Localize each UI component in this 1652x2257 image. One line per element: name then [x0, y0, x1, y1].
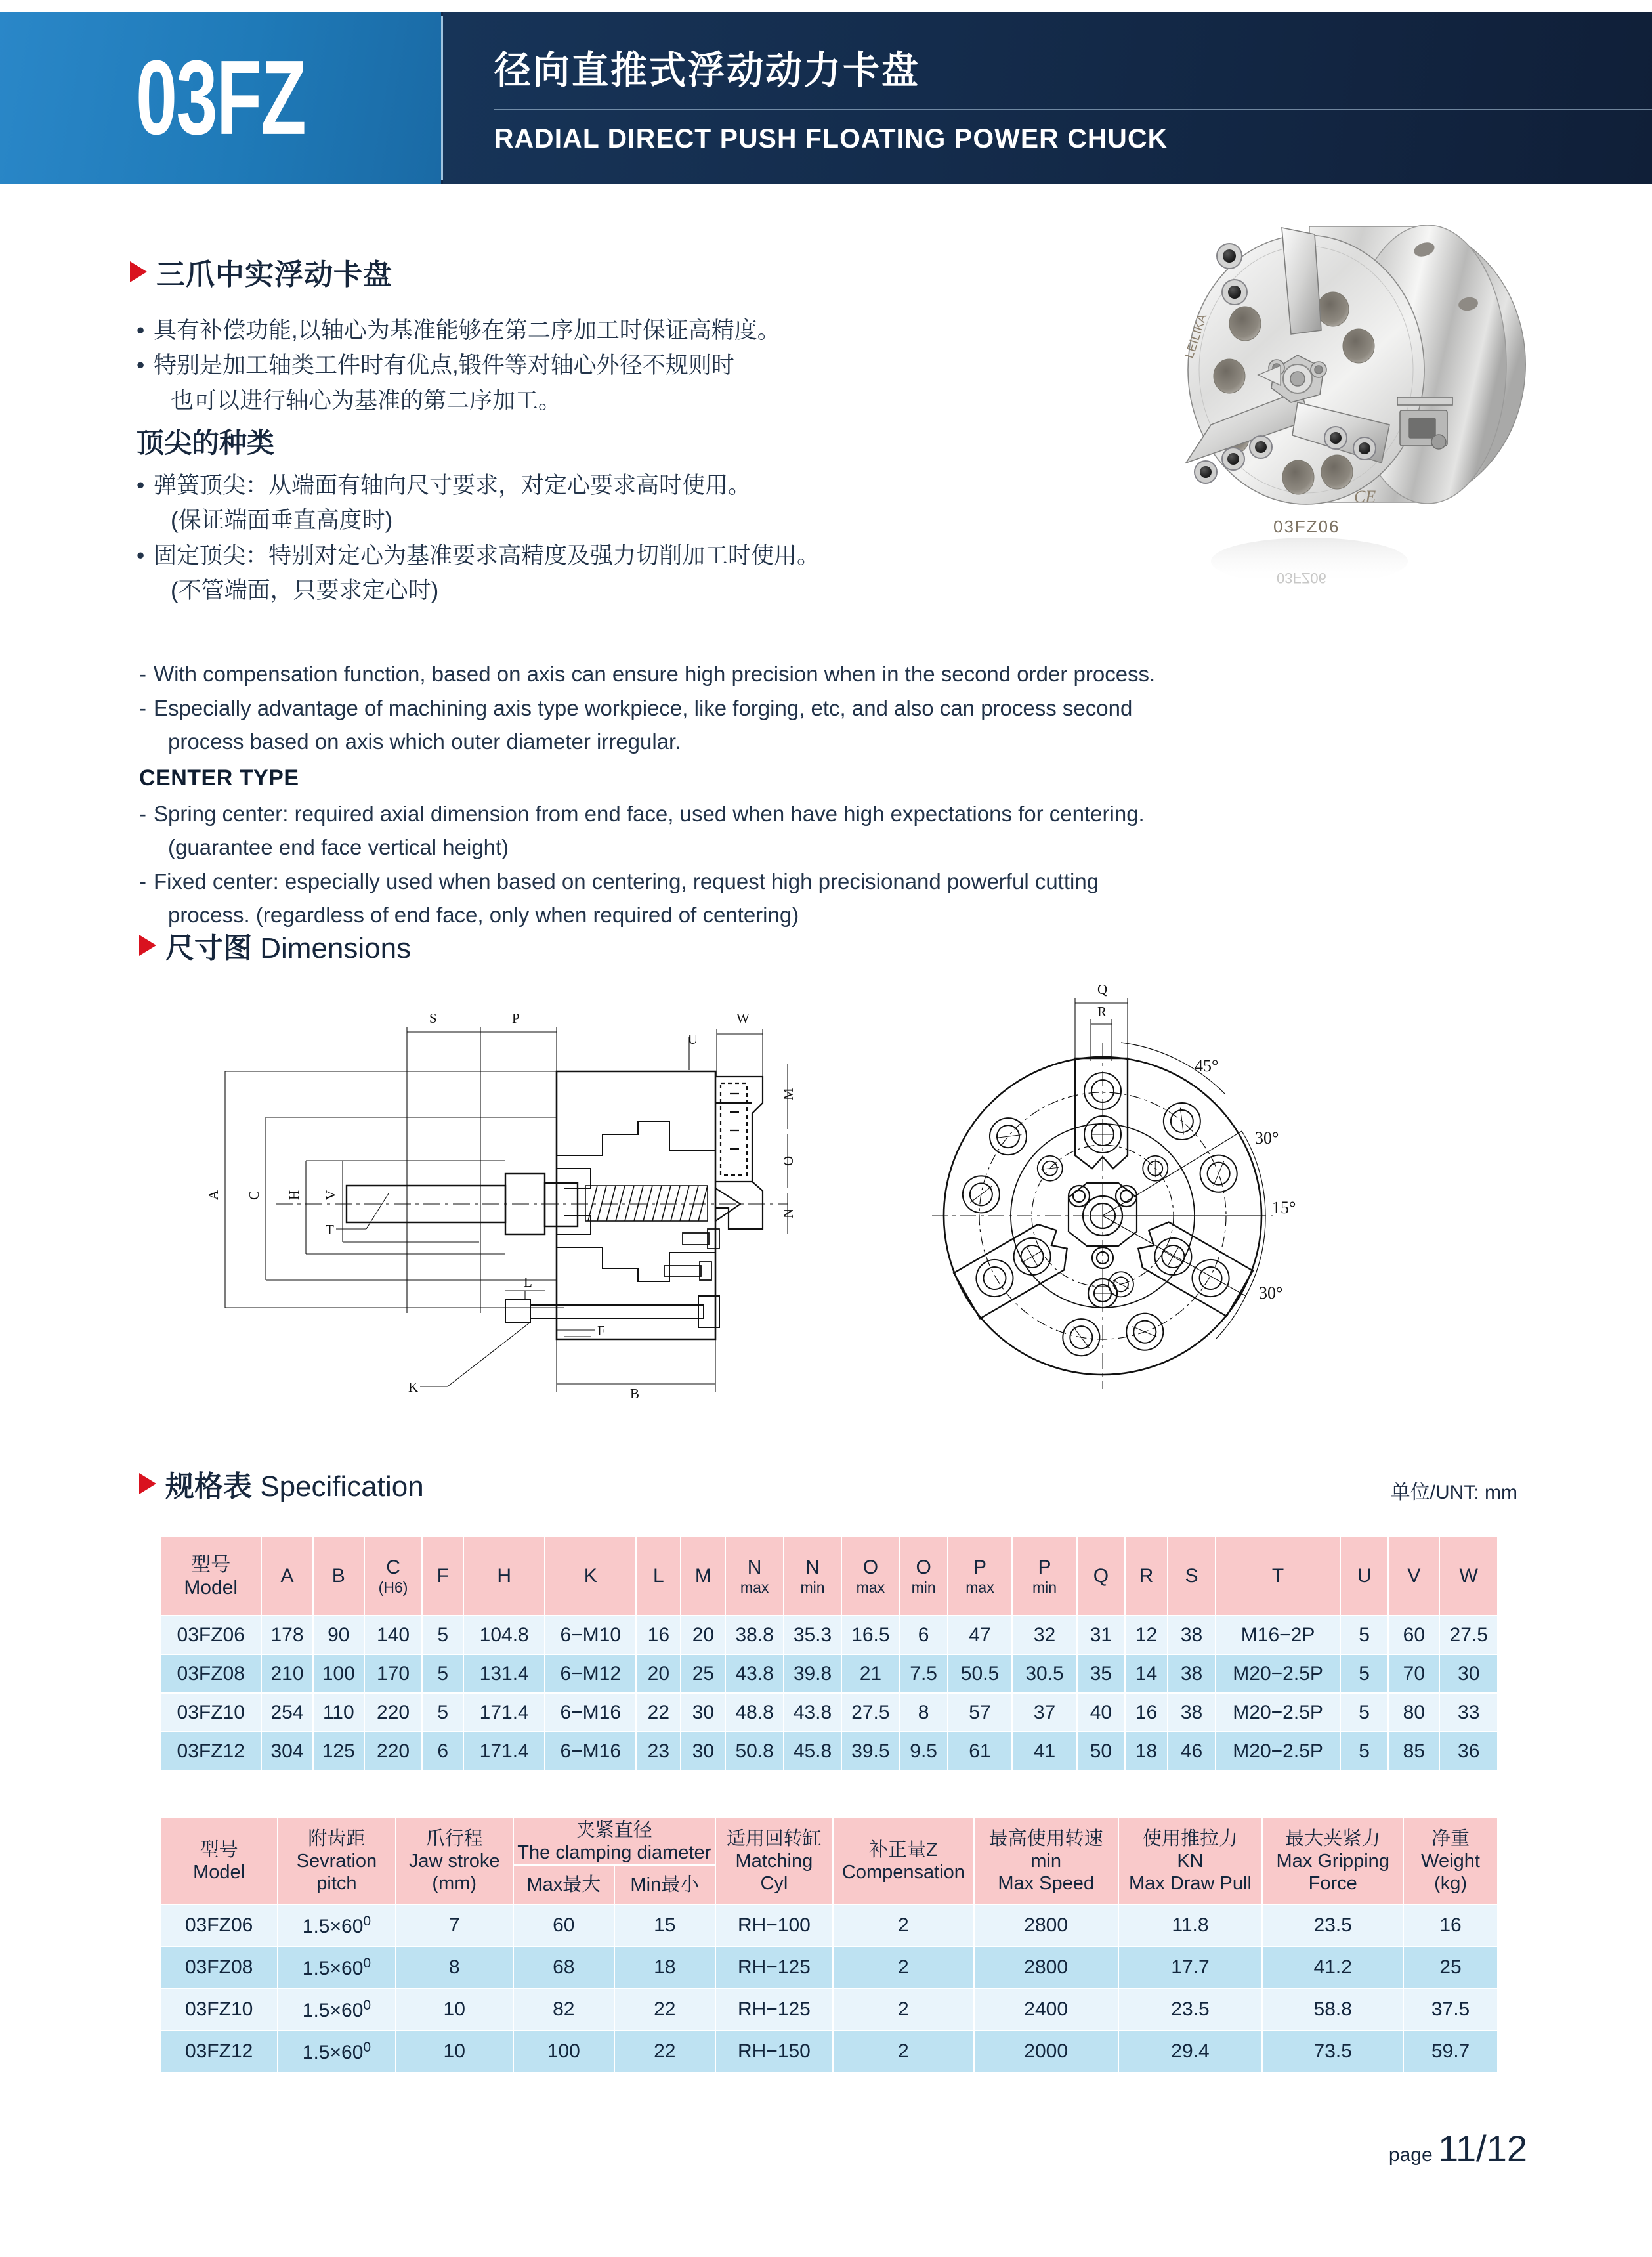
cell-value: 36: [1439, 1732, 1498, 1771]
cell-value: 30.5: [1012, 1654, 1077, 1693]
svg-text:P: P: [512, 1010, 520, 1026]
cell-value: 16: [1403, 1904, 1498, 1946]
cell-value: 7: [396, 1904, 513, 1946]
svg-text:V: V: [323, 1190, 339, 1200]
table-row: [160, 2031, 1498, 2073]
center-type-heading-en: CENTER TYPE: [139, 765, 299, 790]
svg-text:F: F: [597, 1323, 605, 1339]
cell-value: RH−100: [715, 1904, 833, 1946]
cell-serration-pitch: $1.5\times 60^0$: [278, 1904, 395, 1946]
col-header-r: R: [1125, 1537, 1168, 1616]
cell-value: 33: [1439, 1693, 1498, 1732]
banner-title-english: RADIAL DIRECT PUSH FLOATING POWER CHUCK: [494, 123, 1168, 154]
list-item: [139, 831, 1504, 864]
cell-value: 6: [422, 1732, 463, 1771]
col-header-model: [160, 1537, 261, 1616]
cell-value: RH−125: [715, 1988, 833, 2031]
cell-value: 43.8: [725, 1654, 783, 1693]
cell-value: 27.5: [1439, 1616, 1498, 1654]
cell-value: 59.7: [1403, 2031, 1498, 2073]
svg-text:L: L: [524, 1274, 532, 1290]
cell-model: 03FZ06: [160, 1616, 261, 1654]
cell-value: 41: [1012, 1732, 1077, 1771]
svg-text:B: B: [630, 1386, 640, 1402]
cell-value: 38: [1168, 1693, 1216, 1732]
col-header-model: 型号 Model: [160, 1818, 278, 1904]
model-code: 03FZ: [135, 38, 306, 157]
col-header-l: L: [636, 1537, 681, 1616]
col-header-clamping-diameter: 夹紧直径 The clamping diameter: [513, 1818, 715, 1865]
col-header-u: U: [1340, 1537, 1388, 1616]
svg-text:30°: 30°: [1259, 1283, 1283, 1302]
cell-value: 22: [636, 1693, 681, 1732]
table-header-row: [160, 1537, 1498, 1616]
svg-text:T: T: [326, 1222, 334, 1237]
cell-value: 47: [948, 1616, 1013, 1654]
page-label: page: [1388, 2144, 1433, 2166]
cell-value: 90: [313, 1616, 364, 1654]
cell-value: 21: [841, 1654, 899, 1693]
bullet-dot-icon: •: [137, 318, 145, 343]
cell-value: 5: [422, 1616, 463, 1654]
cell-value: 40: [1077, 1693, 1125, 1732]
svg-text:S: S: [429, 1010, 437, 1026]
list-item-text: (不管端面，只要求定心时): [171, 578, 439, 604]
col-header-sub: Model: [184, 1577, 238, 1599]
cell-value: 2800: [974, 1946, 1118, 1988]
list-item-text: 具有补偿功能,以轴心为基准能够在第二序加工时保证高精度。: [154, 318, 780, 343]
cell-value: 210: [261, 1654, 312, 1693]
svg-text:C: C: [246, 1190, 262, 1200]
table-header-row: [160, 1818, 1498, 1865]
list-item-text: 也可以进行轴心为基准的第二序加工。: [171, 387, 562, 414]
triangle-bullet-icon: [139, 935, 156, 956]
cell-value: 6−M16: [545, 1693, 636, 1732]
list-item: [139, 692, 1504, 725]
specification-heading-label: [165, 1463, 424, 1505]
cell-value: 50.8: [725, 1732, 783, 1771]
svg-text:O: O: [780, 1155, 796, 1166]
cell-value: 140: [364, 1616, 422, 1654]
cell-value: 5: [422, 1693, 463, 1732]
col-header-clamp-min: Min最小: [614, 1865, 715, 1904]
cell-value: 27.5: [841, 1693, 899, 1732]
cell-value: 43.8: [784, 1693, 841, 1732]
cell-value: 104.8: [463, 1616, 545, 1654]
dimensions-heading-label: [165, 924, 411, 966]
photo-model-mark: 03FZ06: [1273, 517, 1340, 536]
cell-value: 304: [261, 1732, 312, 1771]
chinese-feature-list: [137, 314, 1088, 609]
list-item-text: process. (regardless of end face, only when required of centering): [168, 903, 799, 927]
model-code-block: [0, 12, 441, 184]
intro-heading-label: 三爪中实浮动卡盘: [156, 259, 392, 291]
svg-text:45°: 45°: [1195, 1056, 1219, 1075]
col-header-m: M: [681, 1537, 725, 1616]
cell-value: 220: [364, 1732, 422, 1771]
cell-value: 5: [1340, 1693, 1388, 1732]
col-header-f: F: [422, 1537, 463, 1616]
bullet-dot-icon: •: [137, 353, 145, 379]
cell-value: 10: [396, 2031, 513, 2073]
col-header-s: S: [1168, 1537, 1216, 1616]
table-row: [160, 1732, 1498, 1771]
col-header-max-speed: 最高使用转速 min Max Speed: [974, 1818, 1118, 1904]
banner-title-chinese: 径向直推式浮动动力卡盘: [494, 48, 920, 92]
cell-value: 6: [900, 1616, 948, 1654]
cell-model: 03FZ10: [160, 1988, 278, 2031]
cell-value: 11.8: [1118, 1904, 1263, 1946]
cell-value: 7.5: [900, 1654, 948, 1693]
col-header-serration-pitch: 附齿距 Sevration pitch: [278, 1818, 395, 1904]
cell-value: 30: [1439, 1654, 1498, 1693]
table-row: [160, 1654, 1498, 1693]
list-item: [139, 658, 1504, 691]
cell-value: 14: [1125, 1654, 1168, 1693]
col-header-o-min: O min: [900, 1537, 948, 1616]
technical-drawings: [197, 972, 1444, 1444]
triangle-bullet-icon: [139, 1473, 156, 1494]
col-header-p-max: P max: [948, 1537, 1013, 1616]
svg-text:H: H: [286, 1190, 302, 1200]
svg-text:15°: 15°: [1272, 1198, 1296, 1217]
col-header-matching-cyl: 适用回转缸 Matching Cyl: [715, 1818, 833, 1904]
cell-value: 38.8: [725, 1616, 783, 1654]
col-header-w: W: [1439, 1537, 1498, 1616]
col-header-n-max: N max: [725, 1537, 783, 1616]
table-row: [160, 1693, 1498, 1732]
cell-value: 22: [614, 2031, 715, 2073]
col-header-sub: max: [740, 1579, 769, 1597]
cell-value: 8: [396, 1946, 513, 1988]
list-item-text: 特别是加工轴类工件时有优点,锻件等对轴心外径不规则时: [154, 353, 734, 379]
photo-brand-mark: LEILIKA: [1182, 312, 1210, 360]
dimensions-spec-table: [159, 1536, 1498, 1771]
cell-value: 2: [833, 1988, 974, 2031]
list-item: [137, 539, 1088, 572]
cell-value: 61: [948, 1732, 1013, 1771]
cell-value: 35.3: [784, 1616, 841, 1654]
spec-label-en: Specification: [260, 1471, 424, 1503]
dash-bullet-icon: -: [139, 695, 146, 720]
col-header-n-min: N min: [784, 1537, 841, 1616]
col-header-max-draw-pull: 使用推拉力 KN Max Draw Pull: [1118, 1818, 1263, 1904]
cell-value: 125: [313, 1732, 364, 1771]
col-header-o-max: O max: [841, 1537, 899, 1616]
page-number: 11/12: [1438, 2128, 1527, 2169]
center-type-heading-cn: 顶尖的种类: [137, 427, 275, 459]
list-item: [139, 865, 1504, 898]
banner-title-block: [443, 12, 1652, 184]
col-header-clamp-max: Max最大: [513, 1865, 614, 1904]
cell-value: 50: [1077, 1732, 1125, 1771]
col-header-main: 型号: [191, 1553, 231, 1576]
product-photo: [1145, 194, 1552, 588]
col-header-sub: min: [800, 1579, 825, 1597]
table-row: [160, 1988, 1498, 2031]
cell-value: 60: [1388, 1616, 1439, 1654]
cell-value: 15: [614, 1904, 715, 1946]
cell-value: 60: [513, 1904, 614, 1946]
cell-model: 03FZ08: [160, 1654, 261, 1693]
intro-heading: [130, 251, 392, 293]
cell-value: 6−M10: [545, 1616, 636, 1654]
cell-value: M20−2.5P: [1216, 1654, 1340, 1693]
svg-text:U: U: [688, 1031, 698, 1047]
list-item: [137, 349, 1088, 382]
cell-value: 57: [948, 1693, 1013, 1732]
list-item-text: Spring center: required axial dimension from end face, used when have high expectations for centering.: [154, 801, 1145, 826]
dimensions-label-cn: 尺寸图: [165, 932, 252, 964]
svg-text:N: N: [780, 1208, 796, 1218]
page-footer: [1389, 2127, 1527, 2170]
dash-bullet-icon: -: [139, 869, 146, 893]
unit-note: 单位/UNT: mm: [1390, 1482, 1517, 1503]
list-item: [137, 504, 1088, 537]
cell-value: 12: [1125, 1616, 1168, 1654]
list-item-text: (guarantee end face vertical height): [168, 835, 509, 859]
cell-value: 38: [1168, 1616, 1216, 1654]
cell-value: 220: [364, 1693, 422, 1732]
col-header-c: C (H6): [364, 1537, 422, 1616]
page-header-banner: [0, 12, 1652, 184]
cell-value: M20−2.5P: [1216, 1693, 1340, 1732]
svg-text:K: K: [408, 1379, 419, 1395]
table-row: [160, 1946, 1498, 1988]
cell-value: 22: [614, 1988, 715, 2031]
cell-value: 178: [261, 1616, 312, 1654]
svg-text:W: W: [736, 1010, 750, 1026]
cell-value: 38: [1168, 1654, 1216, 1693]
list-item: [137, 469, 1088, 502]
dash-bullet-icon: -: [139, 662, 146, 686]
list-item-text: 固定顶尖：特别对定心为基准要求高精度及强力切削加工时使用。: [154, 542, 820, 569]
cell-value: 6−M16: [545, 1732, 636, 1771]
cell-value: 18: [1125, 1732, 1168, 1771]
col-header-compensation: 补正量Z Compensation: [833, 1818, 974, 1904]
col-header-max-gripping-force: 最大夹紧力 Max Gripping Force: [1262, 1818, 1403, 1904]
svg-text:R: R: [1097, 1004, 1107, 1020]
dash-bullet-icon: -: [139, 801, 146, 826]
cell-value: 32: [1012, 1616, 1077, 1654]
cell-value: 254: [261, 1693, 312, 1732]
col-header-sub: max: [965, 1579, 994, 1597]
cell-value: 100: [313, 1654, 364, 1693]
cell-value: 48.8: [725, 1693, 783, 1732]
cell-value: 6−M12: [545, 1654, 636, 1693]
cell-value: 68: [513, 1946, 614, 1988]
list-item-text: With compensation function, based on axis can ensure high precision when in the second order process.: [154, 662, 1156, 686]
cell-value: M16−2P: [1216, 1616, 1340, 1654]
cell-value: 8: [900, 1693, 948, 1732]
list-item: [137, 384, 1088, 418]
cell-model: 03FZ08: [160, 1946, 278, 1988]
cell-value: 35: [1077, 1654, 1125, 1693]
list-item-text: 弹簧顶尖：从端面有轴向尺寸要求，对定心要求高时使用。: [154, 473, 752, 499]
col-header-weight: 净重 Weight (kg): [1403, 1818, 1498, 1904]
cell-value: M20−2.5P: [1216, 1732, 1340, 1771]
spec-label-cn: 规格表: [165, 1471, 252, 1503]
cell-value: 39.8: [784, 1654, 841, 1693]
list-item-text: (保证端面垂直高度时): [171, 507, 393, 534]
dimensions-heading: [139, 924, 411, 966]
cell-value: 5: [1340, 1616, 1388, 1654]
cell-model: 03FZ12: [160, 1732, 261, 1771]
specification-heading: [139, 1463, 424, 1505]
cell-value: 20: [636, 1654, 681, 1693]
cell-value: 9.5: [900, 1732, 948, 1771]
col-header-sub: max: [856, 1579, 885, 1597]
list-item-text: Especially advantage of machining axis type workpiece, like forging, etc, and also can process second: [154, 695, 1133, 720]
cell-value: 23.5: [1262, 1904, 1403, 1946]
cell-value: 100: [513, 2031, 614, 2073]
col-header-t: T: [1216, 1537, 1340, 1616]
col-header-k: K: [545, 1537, 636, 1616]
banner-title-rule: [494, 109, 1652, 110]
cell-value: 2000: [974, 2031, 1118, 2073]
cell-value: 2800: [974, 1904, 1118, 1946]
cell-serration-pitch: $1.5\times 60^0$: [278, 2031, 395, 2073]
cell-value: 10: [396, 1988, 513, 2031]
cell-model: 03FZ06: [160, 1904, 278, 1946]
cell-value: 70: [1388, 1654, 1439, 1693]
photo-reflection-text: 03FZ06: [1277, 570, 1326, 586]
col-header-sub: min: [911, 1579, 936, 1597]
list-item: [137, 574, 1088, 607]
cell-value: 5: [1340, 1654, 1388, 1693]
cell-serration-pitch: $1.5\times 60^0$: [278, 1988, 395, 2031]
cell-value: 170: [364, 1654, 422, 1693]
cell-value: 171.4: [463, 1732, 545, 1771]
list-item: [139, 725, 1504, 758]
cell-value: 31: [1077, 1616, 1125, 1654]
triangle-bullet-icon: [130, 261, 147, 282]
cell-value: RH−150: [715, 2031, 833, 2073]
col-header-b: B: [313, 1537, 364, 1616]
cell-value: 82: [513, 1988, 614, 2031]
col-header-sub: min: [1032, 1579, 1057, 1597]
list-item-text: Fixed center: especially used when based on centering, request high precisionand powerful cutting: [154, 869, 1099, 893]
cell-value: 5: [422, 1654, 463, 1693]
english-feature-list: [139, 658, 1504, 933]
cell-value: 23: [636, 1732, 681, 1771]
cell-value: 5: [1340, 1732, 1388, 1771]
col-header-v: V: [1388, 1537, 1439, 1616]
cell-value: 37.5: [1403, 1988, 1498, 2031]
performance-spec-table: [159, 1817, 1498, 2073]
bullet-dot-icon: •: [137, 473, 145, 499]
list-item: [139, 798, 1504, 830]
cell-value: 171.4: [463, 1693, 545, 1732]
bullet-dot-icon: •: [137, 542, 145, 569]
svg-text:M: M: [780, 1088, 796, 1100]
cell-value: 29.4: [1118, 2031, 1263, 2073]
cell-value: 45.8: [784, 1732, 841, 1771]
cell-value: 2: [833, 1946, 974, 1988]
cell-model: 03FZ10: [160, 1693, 261, 1732]
svg-text:30°: 30°: [1255, 1128, 1279, 1148]
cell-value: 37: [1012, 1693, 1077, 1732]
cell-model: 03FZ12: [160, 2031, 278, 2073]
cell-value: 2: [833, 2031, 974, 2073]
cell-value: 30: [681, 1732, 725, 1771]
cell-value: 58.8: [1262, 1988, 1403, 2031]
cell-value: 110: [313, 1693, 364, 1732]
col-header-a: A: [261, 1537, 312, 1616]
cell-value: 131.4: [463, 1654, 545, 1693]
col-header-jaw-stroke: 爪行程 Jaw stroke (mm): [396, 1818, 513, 1904]
table-row: [160, 1904, 1498, 1946]
cell-value: 25: [681, 1654, 725, 1693]
cell-value: 85: [1388, 1732, 1439, 1771]
cell-value: 50.5: [948, 1654, 1013, 1693]
col-header-sub: (H6): [378, 1579, 408, 1597]
cell-value: 41.2: [1262, 1946, 1403, 1988]
cell-serration-pitch: $1.5\times 60^0$: [278, 1946, 395, 1988]
list-item: [137, 314, 1088, 347]
cell-value: 80: [1388, 1693, 1439, 1732]
cell-value: 16: [636, 1616, 681, 1654]
cell-value: 73.5: [1262, 2031, 1403, 2073]
cell-value: 17.7: [1118, 1946, 1263, 1988]
list-item-text: process based on axis which outer diameter irregular.: [168, 729, 681, 754]
cell-value: 30: [681, 1693, 725, 1732]
cell-value: 39.5: [841, 1732, 899, 1771]
col-header-q: Q: [1077, 1537, 1125, 1616]
dimensions-label-en: Dimensions: [260, 932, 412, 964]
cell-value: 18: [614, 1946, 715, 1988]
cell-value: 25: [1403, 1946, 1498, 1988]
photo-ce-mark: CE: [1354, 487, 1376, 506]
cell-value: RH−125: [715, 1946, 833, 1988]
svg-text:Q: Q: [1097, 981, 1108, 997]
cell-value: 20: [681, 1616, 725, 1654]
cell-value: 16: [1125, 1693, 1168, 1732]
cell-value: 2: [833, 1904, 974, 1946]
col-header-h: H: [463, 1537, 545, 1616]
table-row: [160, 1616, 1498, 1654]
cell-value: 23.5: [1118, 1988, 1263, 2031]
cell-value: 46: [1168, 1732, 1216, 1771]
cell-value: 2400: [974, 1988, 1118, 2031]
col-header-p-min: P min: [1012, 1537, 1077, 1616]
cell-value: 16.5: [841, 1616, 899, 1654]
svg-text:A: A: [205, 1190, 221, 1200]
